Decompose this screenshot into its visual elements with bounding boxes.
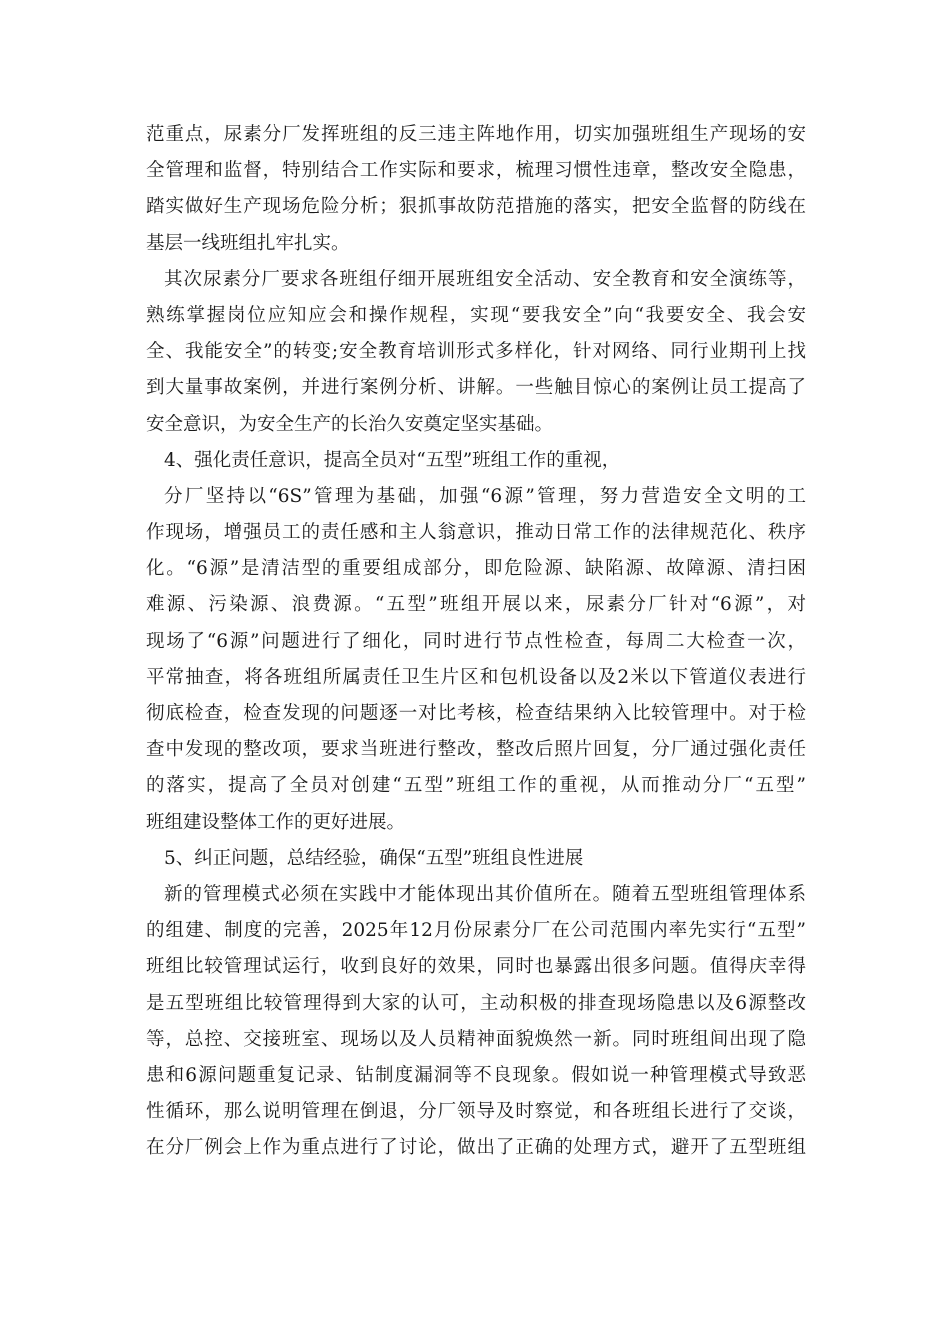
text-line: 全、我能安全”的转变;安全教育培训形式多样化，针对网络、同行业期刊上找 bbox=[146, 341, 806, 363]
text-line: 范重点，尿素分厂发挥班组的反三违主阵地作用，切实加强班组生产现场的安 bbox=[146, 124, 806, 145]
text-line: 安全意识，为安全生产的长治久安奠定坚实基础。 bbox=[146, 413, 554, 435]
text-line: 的组建、制度的完善，2025年12月份尿素分厂在公司范围内率先实行“五型” bbox=[146, 920, 806, 942]
paragraph-start-line: 其次尿素分厂要求各班组仔细开展班组安全活动、安全教育和安全演练等， bbox=[164, 268, 806, 290]
paragraph-start-line: 分厂坚持以“6S”管理为基础，加强“6源”管理，努力营造安全文明的工 bbox=[164, 485, 806, 507]
text-line: 患和6源问题重复记录、钻制度漏洞等不良现象。假如说一种管理模式导致恶 bbox=[146, 1064, 806, 1086]
section-heading-4: 4、强化责任意识，提高全员对“五型”班组工作的重视， bbox=[164, 449, 621, 471]
text-line: 等，总控、交接班室、现场以及人员精神面貌焕然一新。同时班组间出现了隐 bbox=[146, 1028, 806, 1050]
text-line: 平常抽查，将各班组所属责任卫生片区和包机设备以及2米以下管道仪表进行 bbox=[146, 666, 806, 688]
text-line: 彻底检查，检查发现的问题逐一对比考核，检查结果纳入比较管理中。对于检 bbox=[146, 703, 806, 724]
text-line: 全管理和监督，特别结合工作实际和要求，梳理习惯性违章，整改安全隐患， bbox=[146, 160, 806, 182]
section-heading-5: 5、纠正问题，总结经验，确保“五型”班组良性进展 bbox=[164, 847, 584, 869]
text-line: 化。“6源”是清洁型的重要组成部分，即危险源、缺陷源、故障源、清扫困 bbox=[146, 558, 806, 580]
text-line: 熟练掌握岗位应知应会和操作规程，实现“要我安全”向“我要安全、我会安 bbox=[146, 304, 806, 326]
text-line: 到大量事故案例，并进行案例分析、讲解。一些触目惊心的案例让员工提高了 bbox=[146, 377, 806, 399]
text-line: 是五型班组比较管理得到大家的认可，主动积极的排查现场隐患以及6源整改 bbox=[146, 992, 806, 1014]
text-line: 班组建设整体工作的更好进展。 bbox=[146, 811, 406, 833]
text-line: 现场了“6源”问题进行了细化，同时进行节点性检查，每周二大检查一次， bbox=[146, 630, 806, 652]
text-line: 班组比较管理试运行，收到良好的效果，同时也暴露出很多问题。值得庆幸得 bbox=[146, 956, 806, 978]
paragraph-start-line: 新的管理模式必须在实践中才能体现出其价值所在。随着五型班组管理体系 bbox=[164, 883, 806, 905]
text-line: 难源、污染源、浪费源。“五型”班组开展以来，尿素分厂针对“6源”，对 bbox=[146, 594, 806, 616]
text-line: 性循环，那么说明管理在倒退，分厂领导及时察觉，和各班组长进行了交谈， bbox=[146, 1101, 806, 1123]
text-line: 作现场，增强员工的责任感和主人翁意识，推动日常工作的法律规范化、秩序 bbox=[146, 522, 806, 544]
text-line: 在分厂例会上作为重点进行了讨论，做出了正确的处理方式，避开了五型班组 bbox=[146, 1137, 806, 1159]
text-line: 踏实做好生产现场危险分析；狠抓事故防范措施的落实，把安全监督的防线在 bbox=[146, 196, 806, 218]
text-line: 基层一线班组扎牢扎实。 bbox=[146, 232, 350, 254]
text-line: 的落实，提高了全员对创建“五型”班组工作的重视，从而推动分厂“五型” bbox=[146, 775, 806, 797]
body-text bbox=[146, 117, 806, 1166]
text-line: 查中发现的整改项，要求当班进行整改，整改后照片回复，分厂通过强化责任 bbox=[146, 739, 806, 761]
